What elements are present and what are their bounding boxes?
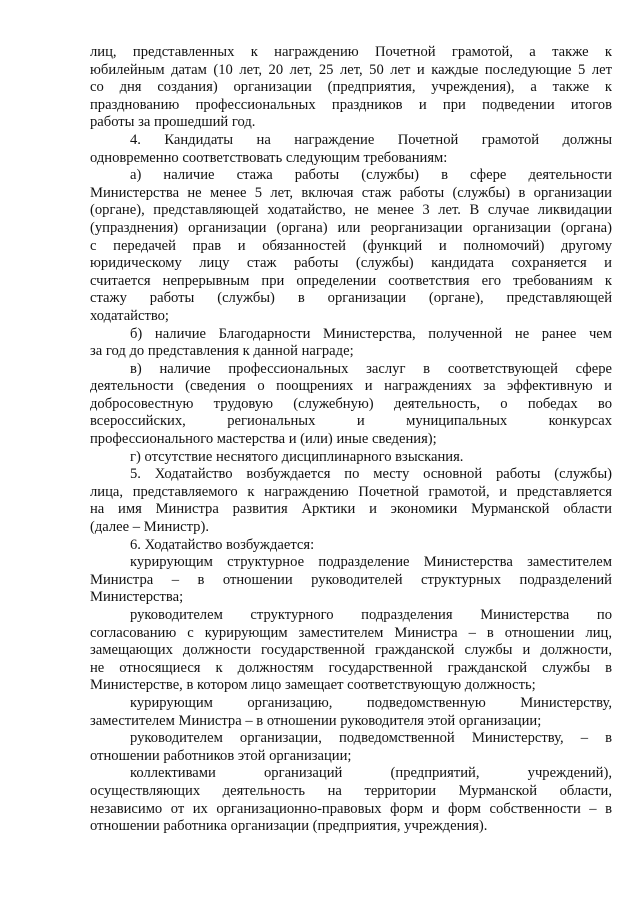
text-line: с передачей прав и обязанностей (функций и полномочий) другому [90, 237, 612, 254]
text-line: деятельности (сведения о поощрениях и награждениях за эффективную и [90, 378, 612, 395]
text-line: юбилейным датам (10 лет, 20 лет, 25 лет, 50 лет и каждые последующие 5 лет [90, 61, 612, 78]
text-line: юридическому лицу стаж работы (службы) кандидата сохраняется и [90, 255, 612, 272]
text-line: коллективами организаций (предприятий, учреждений), [130, 765, 612, 782]
text-line: (далее – Министр). [90, 519, 209, 536]
text-line: считается непрерывным при определении соответствия его требованиям к [90, 272, 612, 289]
text-line: одновременно соответствовать следующим требованиям: [90, 149, 448, 166]
text-line: Министерстве, в котором лицо замещает соответствующую должность; [90, 677, 536, 694]
text-line: профессионального мастерства и (или) иные сведения); [90, 431, 437, 448]
text-line: руководителем организации, подведомственной Министерству, – в [130, 730, 612, 747]
text-line: лица, представляемого к награждению Почетной грамотой, и представляется [90, 483, 612, 500]
text-line: Министерства; [90, 589, 184, 606]
text-line: курирующим структурное подразделение Министерства заместителем [130, 554, 612, 571]
paragraph-6-start: 6. Ходатайство возбуждается: [130, 536, 315, 553]
text-line: не относящиеся к должностям государственной гражданской службы в [90, 659, 612, 676]
text-line: работы за прошедший год. [90, 114, 256, 131]
text-line: добросовестную трудовую (служебную) деятельность, о победах во [90, 395, 612, 412]
paragraph-5-start: 5. Ходатайство возбуждается по месту основной работы (службы) [130, 466, 612, 483]
text-line: согласованию с курирующим заместителем Министра – в отношении лиц, [90, 624, 612, 641]
text-line: отношении работника организации (предприятия, учреждения). [90, 818, 488, 835]
text-line: осуществляющих деятельность на территории Мурманской области, [90, 782, 612, 799]
text-line: всероссийских, региональных и муниципальных конкурсах [90, 413, 612, 430]
text-line: ходатайство; [90, 307, 169, 324]
text-line: за год до представления к данной награде; [90, 343, 354, 360]
text-line: на имя Министра развития Арктики и экономики Мурманской области [90, 501, 612, 518]
text-line: руководителем структурного подразделения Министерства по [130, 607, 612, 623]
text-line: (органе), представляющей ходатайство, не менее 3 лет. В случае ликвидации [90, 202, 612, 219]
text-line: лиц, представленных к награждению Почетной грамотой, а также к [90, 44, 612, 60]
text-line: Министра – в отношении руководителей структурных подразделений [90, 571, 612, 588]
text-line: заместителем Министра – в отношении руководителя этой организации; [90, 712, 542, 729]
text-line: (упразднения) организации (органа) или реорганизации организации (органа) [90, 219, 612, 236]
text-line: курирующим организацию, подведомственную Министерству, [130, 694, 612, 711]
item-b-start: б) наличие Благодарности Министерства, полученной не ранее чем [130, 325, 612, 342]
text-line: со дня создания) организации (предприятия, учреждения), а также к [90, 79, 612, 96]
paragraph-4-start: 4. Кандидаты на награждение Почетной грамотой должны [130, 131, 612, 148]
text-line: празднованию профессиональных праздников и при подведении итогов [90, 96, 612, 113]
text-line: отношении работников этой организации; [90, 747, 352, 764]
item-g: г) отсутствие неснятого дисциплинарного взыскания. [130, 448, 464, 465]
item-v-start: в) наличие профессиональных заслуг в соответствующей сфере [130, 360, 612, 377]
text-line: независимо от их организационно-правовых форм и форм собственности – в [90, 800, 612, 817]
item-a-start: а) наличие стажа работы (службы) в сфере деятельности [130, 167, 612, 184]
text-line: стажу работы (службы) в организации (органе), представляющей [90, 290, 612, 307]
text-line: замещающих должности государственной гражданской службы и должности, [90, 642, 612, 659]
text-line: Министерства не менее 5 лет, включая стаж работы (службы) в организации [90, 184, 612, 201]
